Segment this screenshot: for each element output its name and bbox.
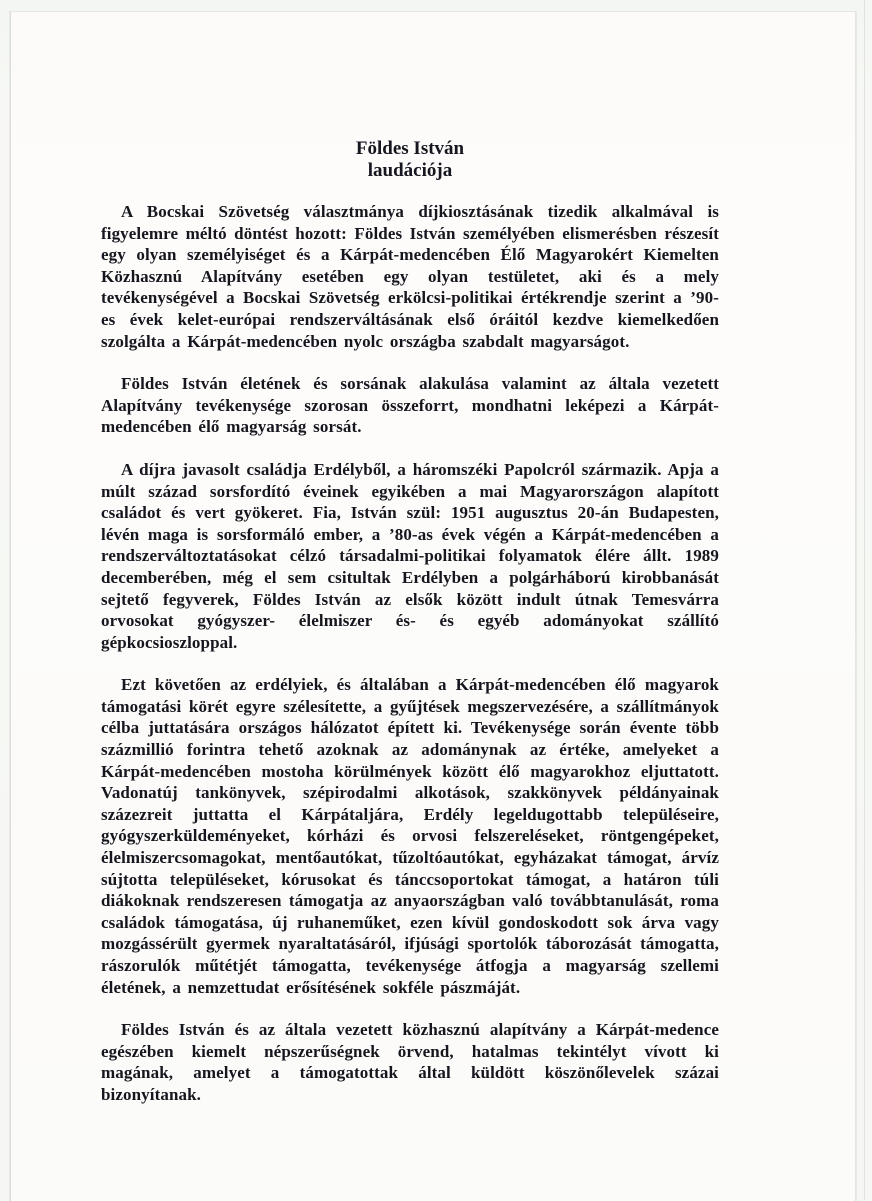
- title-subtitle: laudációja: [367, 160, 453, 181]
- title-name: Földes István: [355, 138, 465, 159]
- paragraph-4: Ezt követően az erdélyiek, és általában a Kárpát-medencében élő magyarok támogatási körét egyre szélesítette, a gyűjtések megszervezésére, a szállítmányok célba juttatására országos hálózatot épített ki. Tevékenysége során évente több százmillió forintra tehető azoknak az adománynak az értéke, amelyeket a Kárpát-medencében mostoha körülmények között élő magyarokhoz eljuttatott. Vadonatúj tankönyvek, szépirodalmi alkotások, szakkönyvek példányainak százezreit juttatta el Kárpátaljára, Erdély legeldugottabb településeire, gyógyszerküldeményeket, kórházi és orvosi felszereléseket, röntgengépeket, élelmiszercsomagokat, mentőautókat, tűzoltóautókat, egyházakat támogat, árvíz sújtotta településeket, kórusokat és tánccsoportokat támogat, a határon túli diákoknak rendszeresen támogatja az anyaországban való továbbtanulását, roma családok támogatása, új ruhaneműket, ezen kívül gondoskodott sok árva vagy mozgássérült gyermek nyaraltatásáról, ifjúsági sportolók táborozását támogatta, rászorulók műtétjét támogatta, tevékenysége átfogja a magyarság szellemi életének, a nemzettudat erősítésének sokféle pászmáját.: [101, 675, 719, 997]
- paragraph-2: Földes István életének és sorsának alakulása valamint az általa vezetett Alapítvány tevékenysége szorosan összeforrt, mondhatni leképezi a Kárpát-medencében élő magyarság sorsát.: [101, 374, 719, 437]
- paragraph-3: A díjra javasolt családja Erdélyből, a háromszéki Papolcról származik. Apja a múlt század sorsfordító éveinek egyikében a mai Magyarországon alapított családot és vert gyökeret. Fia, István szül: 1951 augusztus 20-án Budapesten, lévén maga is sorsformáló ember, a ’80-as évek végén a Kárpát-medencében a rendszerváltoztatásokat célzó társadalmi-politikai folyamatok élére állt. 1989 decemberében, még el sem csitultak Erdélyben a polgárháború kirobbanását sejtető fegyverek, Földes István az elsők között indult útnak Temesvárra orvosokat gyógyszer- élelmiszer és- és egyéb adományokat szállító gépkocsioszloppal.: [101, 459, 719, 652]
- document-body: [101, 138, 719, 1127]
- paper-edge-line: [864, 0, 865, 1200]
- document-title: [101, 138, 719, 182]
- paragraph-1: A Bocskai Szövetség választmánya díjkiosztásának tizedik alkalmával is figyelemre méltó döntést hozott: Földes István személyében elismerésben részesít egy olyan személyiséget és a Kárpát-medencében Élő Magyarokért Kiemelten Közhasznú Alapítvány esetében egy olyan testületet, aki és a mely tevékenységével a Bocskai Szövetség erkölcsi-politikai értékrendje szerint a ’90-es évek kelet-európai rendszerváltásának első óráitól kezdve kiemelkedően szolgálta a Kárpát-medencében nyolc országba szabdalt magyarságot.: [101, 202, 719, 351]
- document-page: [10, 11, 856, 1201]
- paragraph-5: Földes István és az általa vezetett közhasznú alapítvány a Kárpát-medence egészében kiemelt népszerűségnek örvend, hatalmas tekintélyt vívott ki magának, amelyet a támogatottak által küldött köszönőlevelek százai bizonyítanak.: [101, 1020, 719, 1104]
